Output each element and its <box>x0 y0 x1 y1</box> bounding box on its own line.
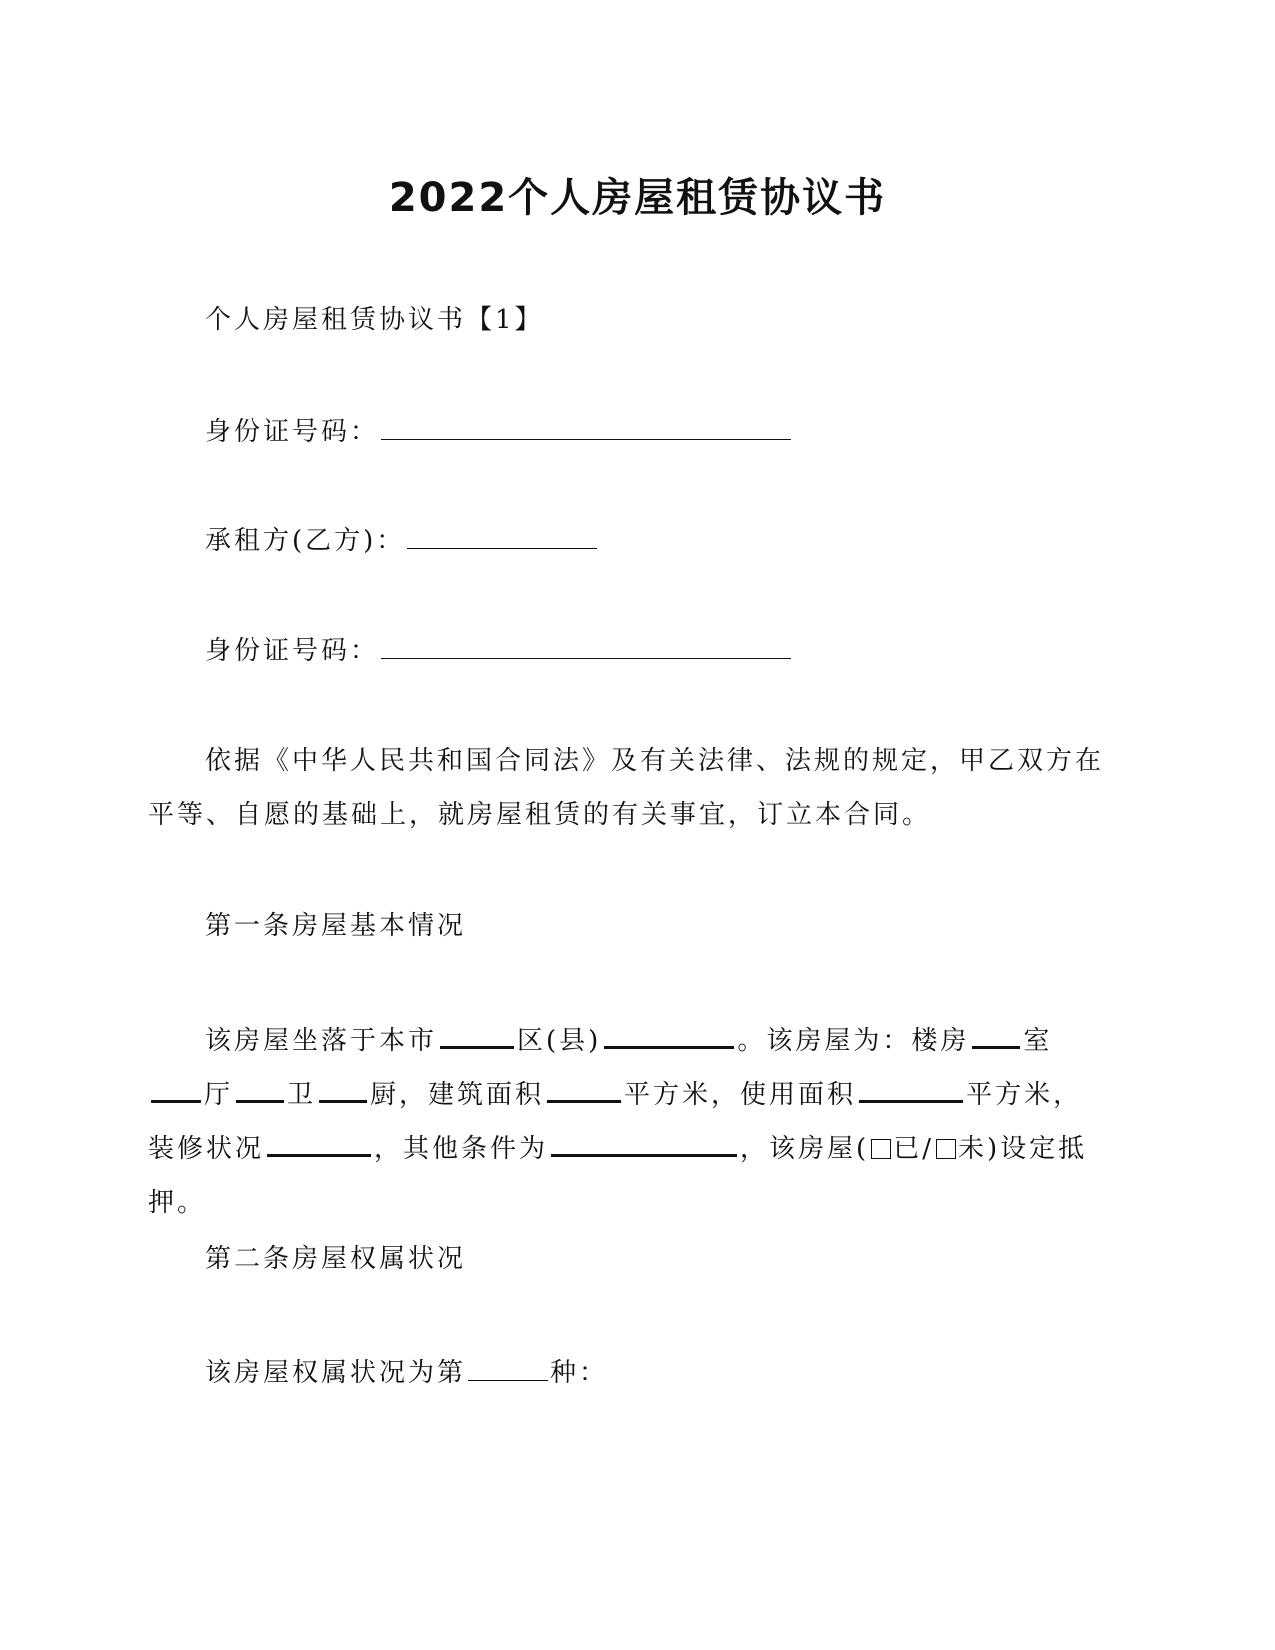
article-2-text: 种： <box>550 1358 609 1388</box>
article-2-text: 该房屋权属状况为第 <box>205 1358 467 1388</box>
article-1-text: 厅 <box>204 1080 234 1110</box>
id-number-label-2: 身份证号码： <box>205 636 380 666</box>
article-1-text: 未)设定抵押。 <box>148 1134 1088 1218</box>
ownership-type-blank[interactable] <box>468 1356 548 1381</box>
article-2-line <box>205 1355 608 1391</box>
lessee-line <box>205 523 599 559</box>
article-2-title: 第二条房屋权属状况 <box>205 1244 467 1274</box>
article-1-text: 该房屋坐落于本市 <box>205 1026 438 1056</box>
id-number-label-1: 身份证号码： <box>205 417 380 447</box>
article-1-text: 厨，建筑面积 <box>370 1080 545 1110</box>
article-1-text: 平方米，使用面积 <box>624 1080 857 1110</box>
article-1-text: 室 <box>1023 1026 1053 1056</box>
id-number-line-1 <box>205 414 793 450</box>
article-1-text: 卫 <box>287 1080 317 1110</box>
document-title: 2022个人房屋租赁协议书 <box>388 175 887 221</box>
decoration-blank[interactable] <box>267 1132 371 1157</box>
bathrooms-blank[interactable] <box>236 1078 284 1103</box>
article-1-paragraph <box>148 1014 1108 1230</box>
lessee-label: 承租方(乙方)： <box>205 526 406 556</box>
intro-paragraph: 依据《中华人民共和国合同法》及有关法律、法规的规定，甲乙双方在平等、自愿的基础上，就房屋租赁的有关事宜，订立本合同。 <box>148 746 1105 830</box>
not-mortgaged-checkbox[interactable] <box>936 1139 956 1159</box>
other-conditions-blank[interactable] <box>551 1132 737 1157</box>
rooms-blank[interactable] <box>972 1024 1020 1049</box>
article-1-text: 已/ <box>893 1134 934 1164</box>
address-blank[interactable] <box>604 1024 734 1049</box>
district-blank[interactable] <box>440 1024 514 1049</box>
usable-area-blank[interactable] <box>859 1078 963 1103</box>
article-1-text: 。该房屋为：楼房 <box>737 1026 970 1056</box>
lessee-blank[interactable] <box>407 524 597 549</box>
article-1-text: 区(县) <box>517 1026 602 1056</box>
mortgaged-checkbox[interactable] <box>871 1139 891 1159</box>
article-1-text: ，其他条件为 <box>374 1134 549 1164</box>
article-1-text: ，该房屋( <box>740 1134 870 1164</box>
halls-blank[interactable] <box>151 1078 201 1103</box>
id-number-line-2 <box>205 633 793 669</box>
building-area-blank[interactable] <box>547 1078 621 1103</box>
id-number-blank-2[interactable] <box>381 634 791 659</box>
article-1-text: 平方米，装修状况 <box>148 1080 1083 1164</box>
article-1-title: 第一条房屋基本情况 <box>205 911 467 941</box>
document-subtitle: 个人房屋租赁协议书【1】 <box>205 305 544 335</box>
id-number-blank-1[interactable] <box>381 415 791 440</box>
kitchens-blank[interactable] <box>319 1078 367 1103</box>
